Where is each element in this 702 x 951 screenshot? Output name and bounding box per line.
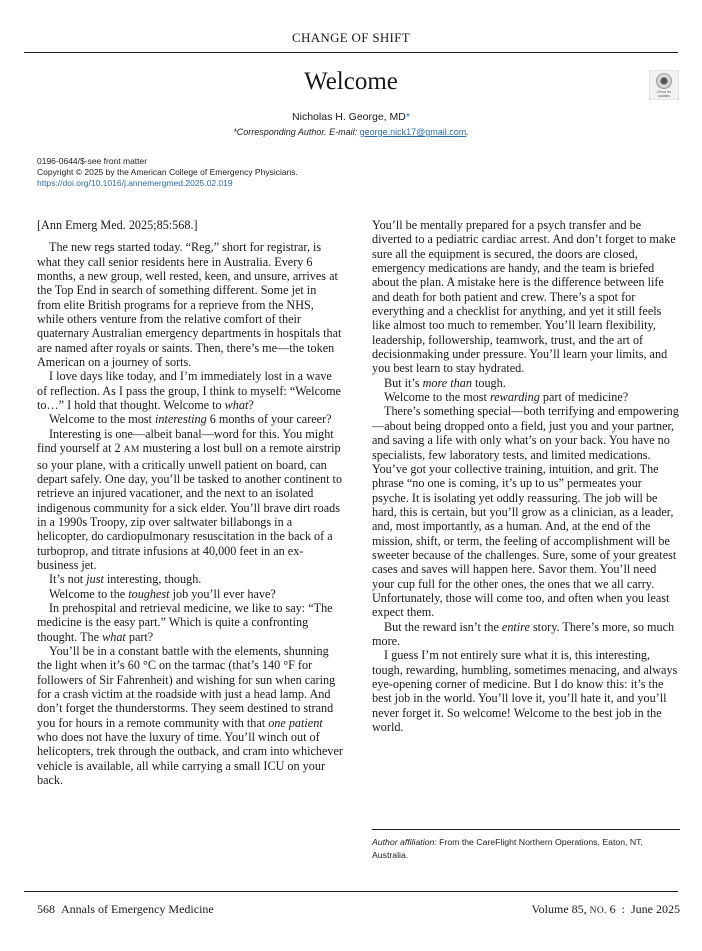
paragraph: I guess I’m not entirely sure what it is, this interesting, tough, rewarding, humbling, sometimes menacing, and always eye-opening corner of medicine. But I do know this: it’s the best job in the world. You’ll love it, you’ll hate it, and you’ll never forget it. So welcome! Welcome to the best job in the world. — [372, 648, 678, 735]
issn-line: 0196-0644/$-see front matter — [37, 156, 148, 166]
corresponding-label: *Corresponding Author. E-mail: — [233, 127, 360, 137]
doi-link[interactable]: https://doi.org/10.1016/j.annemergmed.2025.02.019 — [37, 178, 233, 188]
footer-left — [37, 902, 214, 917]
corresponding-author — [0, 127, 702, 137]
check-for-updates-badge[interactable] — [649, 70, 679, 100]
author-mark[interactable]: * — [405, 111, 410, 123]
affiliation-rule — [372, 829, 680, 830]
paragraph: You’ll be in a constant battle with the elements, shunning the light when it’s 60 °C on the tarmac (that’s 140 °F for followers of Sir Fahrenheit) and wishing for sun when caring for a crash victim at the roadside with just a head lamp. And don’t forget the thunderstorms. They seem destined to strand you for hours in a remote community with that one patient who does not have the luxury of time. You’ll winch out of helicopters, trek through the outback, and cram into whichever vehicle is available, all while carrying a small ICU on your back. — [37, 643, 343, 788]
badge-text-line2: updates — [658, 94, 670, 98]
journal-name-post: Emergency Medicine — [111, 902, 214, 916]
paragraph: In prehospital and retrieval medicine, we like to say: “The medicine is the easy part.” Which is quite a confronting thought. The what part? — [37, 600, 333, 644]
badge-text-line1: Check for — [656, 90, 672, 94]
paragraph: You’ll be mentally prepared for a psych transfer and be diverted to a pediatric cardiac arrest. And don’t forget to make sure all the equipment is secured, the doors are closed, emergency medications are handy, and the team is briefed about the plan. A mistake here is the difference between life and death for both patient and crew. There’s a spot for everything and a checklist for anything, and yet it still feels like almost too much to remember. You’ll learn flexibility, leadership, followership, teamwork, trust, and the art of decisionmaking under pressure. You’ll learn your limits, and you best learn to stay hydrated. — [372, 218, 676, 376]
paragraph: The new regs started today. “Reg,” short for registrar, is what they call senior residents here in Australia. Every 6 months, a new group, well rested, keen, and unsure, arrives at the Top End in search of something different. Some jet in from elite British programs for a reprieve from the NHS, while others venture from the relative comfort of their quaternary Australian emergency departments in hospitals that are named after royals or saints. Then, there’s me—the token American on a journey of sorts. — [37, 240, 342, 370]
paragraph: It’s not just interesting, though. — [49, 572, 202, 587]
article-title: Welcome — [304, 68, 398, 95]
copyright-line: Copyright © 2025 by the American College of Emergency Physicians. — [37, 167, 298, 177]
section-header: CHANGE OF SHIFT — [292, 30, 410, 45]
paragraph: Welcome to the most interesting 6 months of your career? — [49, 412, 332, 427]
volume: Volume 85, — [531, 902, 587, 916]
paragraph: There’s something special—both terrifying and empowering—about being dropped onto a field, just you and your partner, and saving a life with only what’s on your back. You have no specialists, few laboratory tests, and limited medications. You’ve got your collective training, intuition, and grit. The phrase “no one is coming, it’s up to us” permeates your psyche. It is isolating yet oddly reassuring. The job will be hard, this is certain, but you’ll grow as a clinician, as a leader, and, most importantly, as a human. And, at the end of the mission, shift, or term, the feeling of accomplishment will be sweeter because of the challenges. Sure, some of your greatest cases and saves will happen here. Savor them. You’ll need your cup full for the other ones, the ones that we all carry. Unfortunately, those will come too, and often when you least expect them. — [372, 404, 679, 620]
paragraph: Interesting is one—albeit banal—word for this. You might find yourself at 2 AM mustering a lost bull on a remote airstrip so your plane, with a critically unwell patient on board, can depart safely. One day, you’ll be tasked to another continent to retrieve an injured vacationer, and the next to an isolated indigenous community for a sick elder. You’ll brave dirt roads in a 1990s Troopy, zip over saltwater billabongs in a helicopter, do cardiopulmonary resuscitation in the back of a turboprop, and titrate infusions at 40,000 feet in an ex-business jet. — [37, 426, 343, 572]
check-for-updates-icon — [649, 70, 679, 100]
article-meta — [37, 156, 298, 189]
citation: [Ann Emerg Med. 2025;85:568.] — [37, 218, 198, 232]
issue-date: June 2025 — [631, 902, 680, 916]
author-line — [0, 111, 702, 123]
paragraph: Welcome to the most rewarding part of medicine? — [384, 390, 629, 405]
right-column — [372, 218, 681, 734]
page-number: 568 — [37, 902, 55, 916]
issue-number: 6 — [609, 902, 616, 916]
paragraph: Welcome to the toughest job you’ll ever have? — [49, 586, 276, 601]
footer-right — [532, 902, 680, 917]
paragraph: But it’s more than tough. — [384, 375, 506, 390]
left-column — [37, 218, 343, 787]
author-affiliation — [372, 836, 680, 862]
paragraph: I love days like today, and I’m immediately lost in a wave of reflection. As I pass the group, I think to myself: “Welcome to…” I hold that thought. Welcome to what? — [37, 369, 341, 413]
header-rule — [24, 52, 678, 53]
author-email-link[interactable]: george.nick17@gmail.com — [359, 127, 467, 137]
separator: : — [621, 902, 625, 916]
paragraph: But the reward isn’t the entire story. There’s more, so much more. — [372, 619, 675, 648]
corresponding-end: . — [466, 127, 469, 137]
affiliation-text: From the CareFlight Northern Operations, Eaton, NT, Australia. — [372, 837, 643, 860]
journal-name-pre: Annals of — [61, 902, 108, 916]
affiliation-label: Author affiliation: — [372, 837, 437, 847]
issue-label: NO. — [589, 906, 607, 916]
footer-rule — [24, 891, 678, 892]
author-name: Nicholas H. George, MD — [292, 111, 406, 123]
